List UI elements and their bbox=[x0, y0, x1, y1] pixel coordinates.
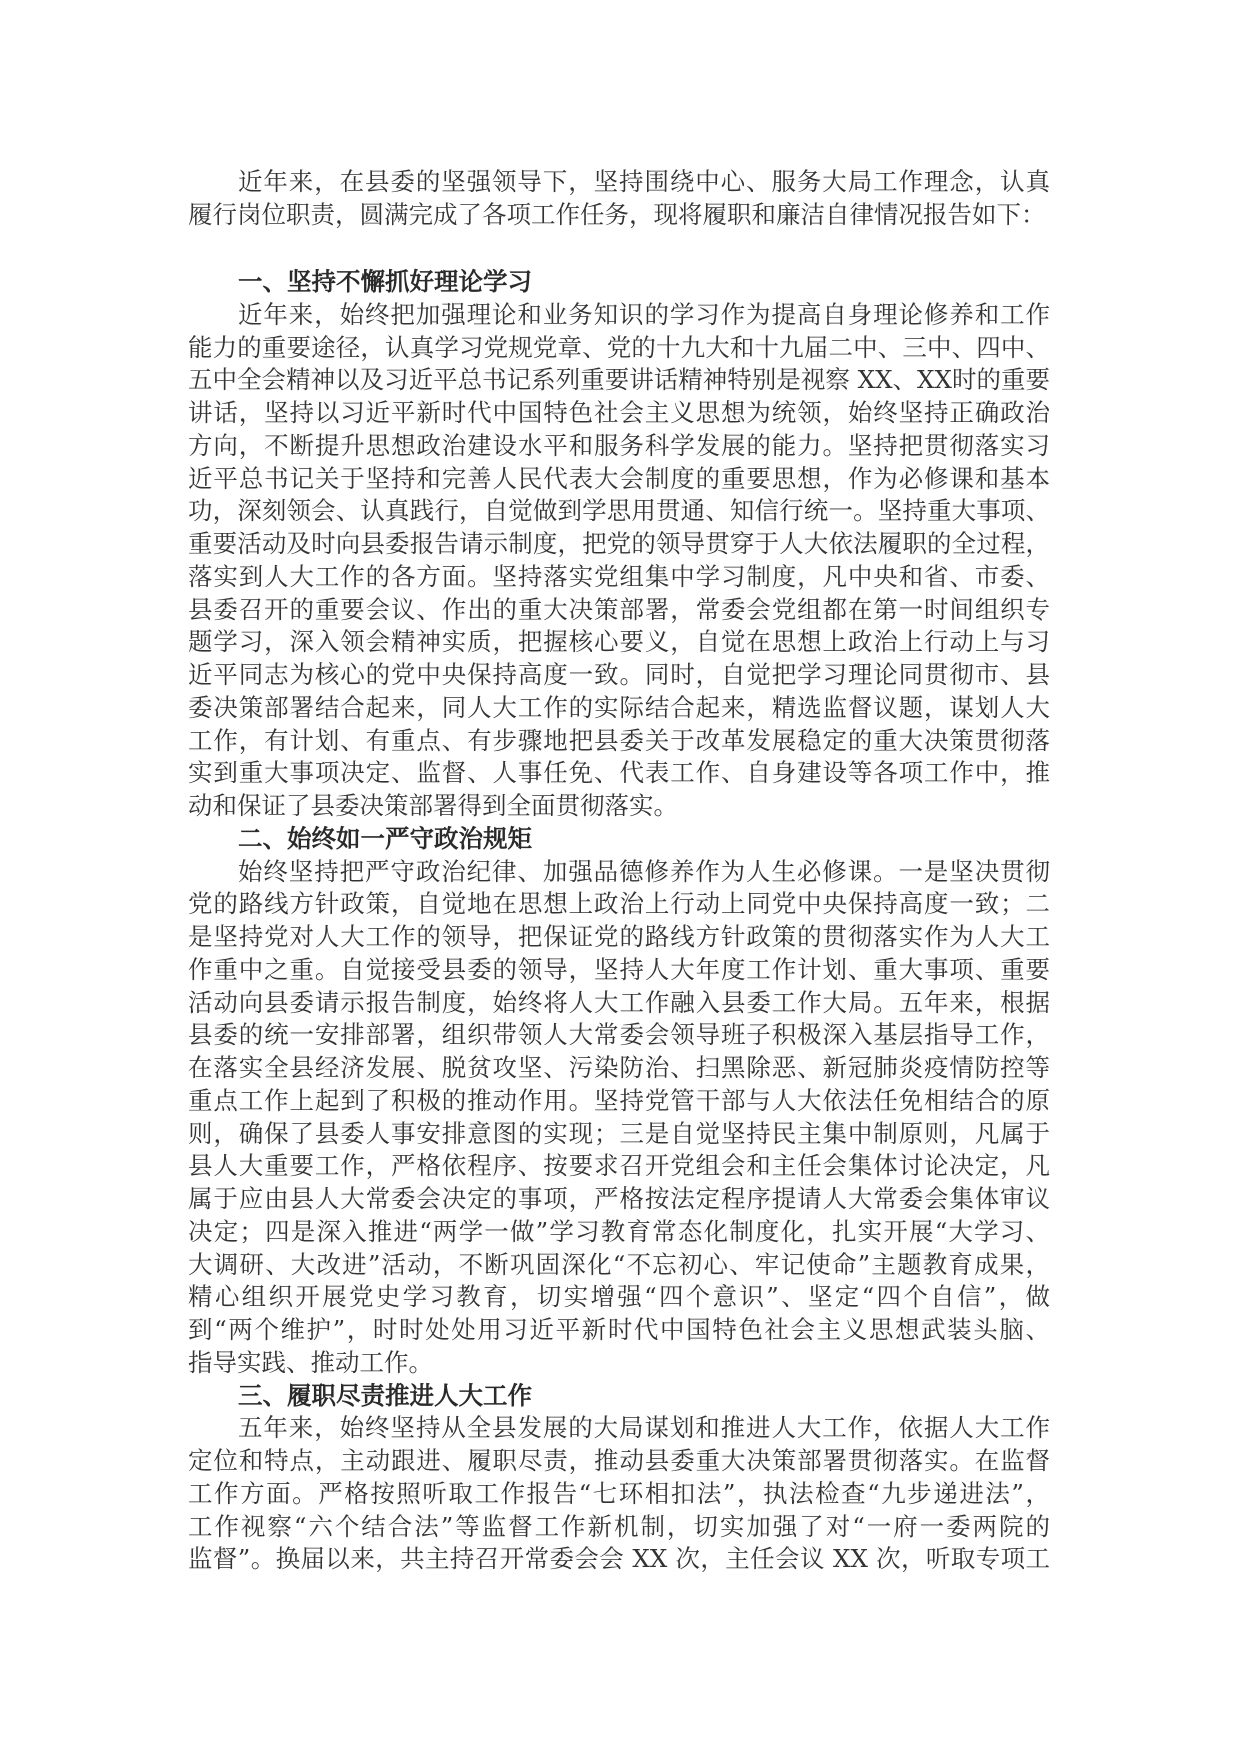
sections bbox=[188, 266, 1050, 1576]
paragraph-line: 动和保证了县委决策部署得到全面贯彻落实。 bbox=[188, 791, 678, 820]
paragraph-line: 五中全会精神以及习近平总书记系列重要讲话精神特别是视察 XX、XX时的重要 bbox=[188, 365, 1050, 395]
document-page bbox=[188, 166, 1050, 1576]
paragraph-line: 重要活动及时向县委报告请示制度，把党的领导贯穿于人大依法履职的全过程， bbox=[188, 529, 1050, 558]
section-paragraph bbox=[188, 856, 1050, 1380]
section-paragraph bbox=[188, 1412, 1050, 1576]
paragraph-line: 作重中之重。自觉接受县委的领导，坚持人大年度工作计划、重大事项、重要 bbox=[188, 954, 1050, 984]
paragraph-line: 监督”。换届以来，共主持召开常委会会 XX 次，主任会议 XX 次，听取专项工 bbox=[188, 1544, 1050, 1574]
paragraph-line: 在落实全县经济发展、脱贫攻坚、污染防治、扫黑除恶、新冠肺炎疫情防控等 bbox=[188, 1053, 1050, 1082]
paragraph-line: 方向，不断提升思想政治建设水平和服务科学发展的能力。坚持把贯彻落实习 bbox=[188, 430, 1050, 460]
paragraph-line: 重点工作上起到了积极的推动作用。坚持党管干部与人大依法任免相结合的原 bbox=[188, 1085, 1050, 1115]
paragraph-line: 近年来，在县委的坚强领导下，坚持围绕中心、服务大局工作理念，认真 bbox=[238, 167, 1050, 196]
paragraph-line: 党的路线方针政策，自觉地在思想上政治上行动上同党中央保持高度一致；二 bbox=[188, 889, 1050, 919]
paragraph-line: 始终坚持把严守政治纪律、加强品德修养作为人生必修课。一是坚决贯彻 bbox=[238, 856, 1050, 886]
paragraph-line: 活动向县委请示报告制度，始终将人大工作融入县委工作大局。五年来，根据 bbox=[188, 987, 1050, 1017]
paragraph-line: 功，深刻领会、认真践行，自觉做到学思用贯通、知信行统一。坚持重大事项、 bbox=[188, 496, 1050, 526]
paragraph-line: 则，确保了县委人事安排意图的实现；三是自觉坚持民主集中制原则，凡属于 bbox=[188, 1118, 1050, 1148]
paragraph-line: 近年来，始终把加强理论和业务知识的学习作为提高自身理论修养和工作 bbox=[238, 299, 1050, 329]
paragraph-line: 工作方面。严格按照听取工作报告“七环相扣法”，执法检查“九步递进法”， bbox=[188, 1478, 1050, 1508]
paragraph-line: 五年来，始终坚持从全县发展的大局谋划和推进人大工作，依据人大工作 bbox=[238, 1413, 1050, 1443]
section-heading: 二、始终如一严守政治规矩 bbox=[238, 823, 532, 853]
paragraph-line: 决定；四是深入推进“两学一做”学习教育常态化制度化，扎实开展“大学习、 bbox=[188, 1216, 1050, 1246]
paragraph-line: 到“两个维护”，时时处处用习近平新时代中国特色社会主义思想武装头脑、 bbox=[188, 1315, 1050, 1344]
section-heading: 三、履职尽责推进人大工作 bbox=[238, 1380, 532, 1410]
paragraph-line: 题学习，深入领会精神实质，把握核心要义，自觉在思想上政治上行动上与习 bbox=[188, 627, 1050, 657]
section-heading: 一、坚持不懈抓好理论学习 bbox=[238, 267, 532, 296]
paragraph-line: 精心组织开展党史学习教育，切实增强“四个意识”、坚定“四个自信”，做 bbox=[188, 1282, 1050, 1312]
paragraph-line: 近平同志为核心的党中央保持高度一致。同时，自觉把学习理论同贯彻市、县 bbox=[188, 660, 1050, 689]
paragraph-line: 工作视察“六个结合法”等监督工作新机制，切实加强了对“一府一委两院的 bbox=[188, 1511, 1050, 1541]
paragraph-line: 能力的重要途径，认真学习党规党章、党的十九大和十九届二中、三中、四中、 bbox=[188, 332, 1050, 362]
paragraph-line: 县人大重要工作，严格依程序、按要求召开党组会和主任会集体讨论决定，凡 bbox=[188, 1151, 1050, 1181]
paragraph-line: 指导实践、推动工作。 bbox=[188, 1347, 433, 1377]
section bbox=[188, 266, 1050, 823]
paragraph-line: 是坚持党对人大工作的领导，把保证党的路线方针政策的贯彻落实作为人大工 bbox=[188, 922, 1050, 951]
paragraph-line: 定位和特点，主动跟进、履职尽责，推动县委重大决策部署贯彻落实。在监督 bbox=[188, 1446, 1050, 1475]
paragraph-line: 属于应由县人大常委会决定的事项，严格按法定程序提请人大常委会集体审议 bbox=[188, 1184, 1050, 1213]
paragraph-line: 落实到人大工作的各方面。坚持落实党组集中学习制度，凡中央和省、市委、 bbox=[188, 561, 1050, 591]
section bbox=[188, 823, 1050, 1380]
section bbox=[188, 1380, 1050, 1577]
section-paragraph bbox=[188, 299, 1050, 823]
paragraph-line: 履行岗位职责，圆满完成了各项工作任务，现将履职和廉洁自律情况报告如下： bbox=[188, 199, 1046, 229]
paragraph-gap bbox=[188, 232, 1050, 267]
paragraph-line: 工作，有计划、有重点、有步骤地把县委关于改革发展稳定的重大决策贯彻落 bbox=[188, 725, 1050, 755]
paragraph-line: 大调研、大改进”活动，不断巩固深化“不忘初心、牢记使命”主题教育成果， bbox=[188, 1249, 1050, 1279]
paragraph-line: 县委的统一安排部署，组织带领人大常委会领导班子积极深入基层指导工作， bbox=[188, 1020, 1050, 1050]
intro-paragraph bbox=[188, 166, 1050, 232]
paragraph-line: 讲话，坚持以习近平新时代中国特色社会主义思想为统领，始终坚持正确政治 bbox=[188, 398, 1050, 427]
paragraph-line: 实到重大事项决定、监督、人事任免、代表工作、自身建设等各项工作中，推 bbox=[188, 758, 1050, 788]
paragraph-line: 委决策部署结合起来，同人大工作的实际结合起来，精选监督议题，谋划人大 bbox=[188, 692, 1050, 722]
paragraph-line: 近平总书记关于坚持和完善人民代表大会制度的重要思想，作为必修课和基本 bbox=[188, 463, 1050, 493]
paragraph-line: 县委召开的重要会议、作出的重大决策部署，常委会党组都在第一时间组织专 bbox=[188, 594, 1050, 624]
